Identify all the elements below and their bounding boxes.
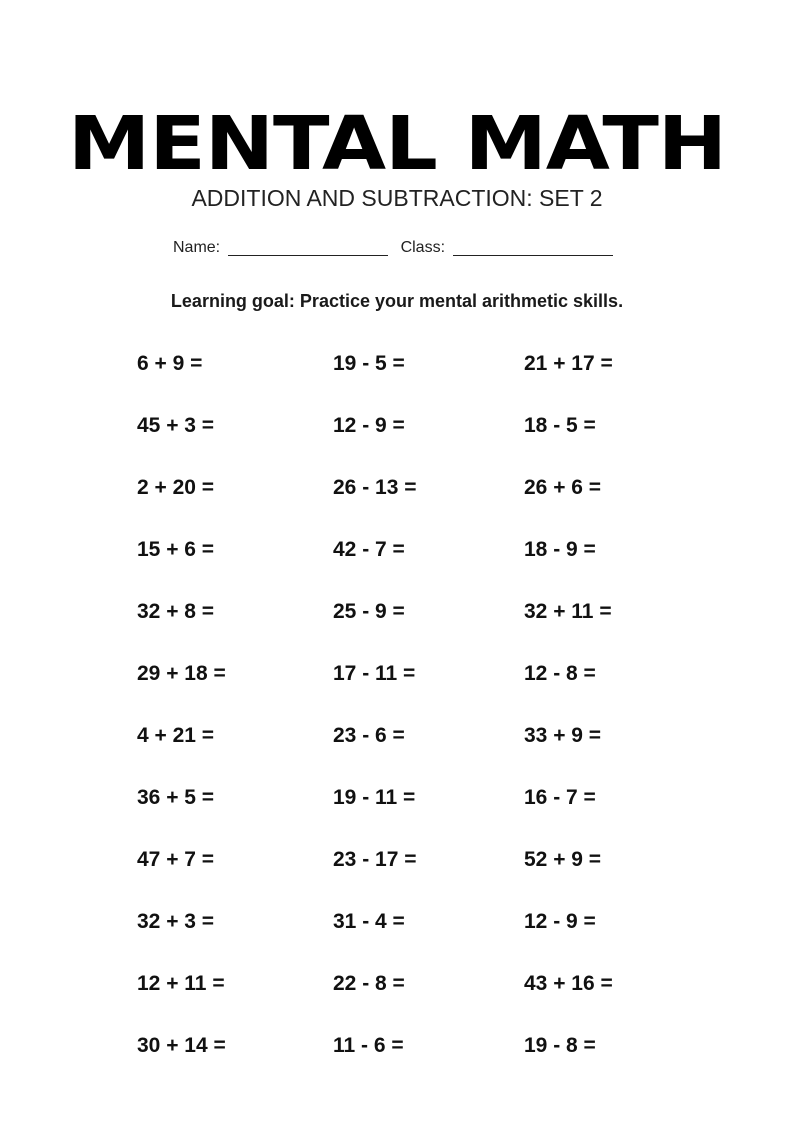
- class-blank-line[interactable]: [453, 237, 613, 256]
- problem-item: 11 - 6 =: [333, 1034, 404, 1057]
- problem-item: 43 + 16 =: [524, 972, 613, 995]
- problem-item: 22 - 8 =: [333, 972, 405, 995]
- problem-item: 4 + 21 =: [137, 724, 215, 747]
- class-label: Class:: [400, 239, 446, 256]
- problem-item: 31 - 4 =: [333, 910, 405, 933]
- problem-item: 26 + 6 =: [524, 476, 602, 499]
- problem-item: 32 + 8 =: [137, 600, 215, 623]
- name-class-row: [0, 236, 794, 260]
- problem-item: 2 + 20 =: [137, 476, 215, 499]
- problem-item: 12 + 11 =: [137, 972, 225, 995]
- problem-row: [0, 654, 794, 694]
- problem-item: 12 - 9 =: [333, 414, 405, 437]
- problem-item: 18 - 5 =: [524, 414, 596, 437]
- problem-item: 26 - 13 =: [333, 476, 417, 499]
- problem-item: 36 + 5 =: [137, 786, 215, 809]
- problem-item: 19 - 11 =: [333, 786, 416, 809]
- problem-item: 18 - 9 =: [524, 538, 596, 561]
- problem-item: 12 - 8 =: [524, 662, 596, 685]
- problem-item: 15 + 6 =: [137, 538, 215, 561]
- problem-row: [0, 902, 794, 942]
- problem-item: 32 + 11 =: [524, 600, 612, 623]
- page-subtitle: ADDITION AND SUBTRACTION: SET 2: [191, 185, 603, 211]
- problem-item: 47 + 7 =: [137, 848, 215, 871]
- name-blank-line[interactable]: [228, 237, 388, 256]
- problem-row: [0, 592, 794, 632]
- problem-item: 21 + 17 =: [524, 352, 613, 375]
- problem-row: [0, 964, 794, 1004]
- problem-item: 17 - 11 =: [333, 662, 416, 685]
- problem-row: [0, 1026, 794, 1066]
- problem-item: 23 - 17 =: [333, 848, 417, 871]
- problem-item: 42 - 7 =: [333, 538, 405, 561]
- page-title: MENTAL MATH: [67, 101, 727, 187]
- problem-item: 19 - 8 =: [524, 1034, 596, 1057]
- problem-row: [0, 716, 794, 756]
- problem-item: 23 - 6 =: [333, 724, 405, 747]
- problem-item: 6 + 9 =: [137, 352, 203, 375]
- problem-row: [0, 840, 794, 880]
- problem-item: 32 + 3 =: [137, 910, 215, 933]
- problems-grid: [0, 344, 794, 1084]
- problem-item: 52 + 9 =: [524, 848, 602, 871]
- problem-row: [0, 468, 794, 508]
- problem-item: 19 - 5 =: [333, 352, 405, 375]
- problem-item: 30 + 14 =: [137, 1034, 226, 1057]
- problem-item: 12 - 9 =: [524, 910, 596, 933]
- problem-item: 29 + 18 =: [137, 662, 226, 685]
- learning-goal: Learning goal: Practice your mental arithmetic skills.: [170, 291, 624, 311]
- problem-row: [0, 530, 794, 570]
- problem-row: [0, 778, 794, 818]
- problem-row: [0, 344, 794, 384]
- problem-item: 45 + 3 =: [137, 414, 215, 437]
- problem-item: 16 - 7 =: [524, 786, 596, 809]
- problem-item: 33 + 9 =: [524, 724, 602, 747]
- name-label: Name:: [172, 239, 221, 256]
- problem-row: [0, 406, 794, 446]
- problem-item: 25 - 9 =: [333, 600, 405, 623]
